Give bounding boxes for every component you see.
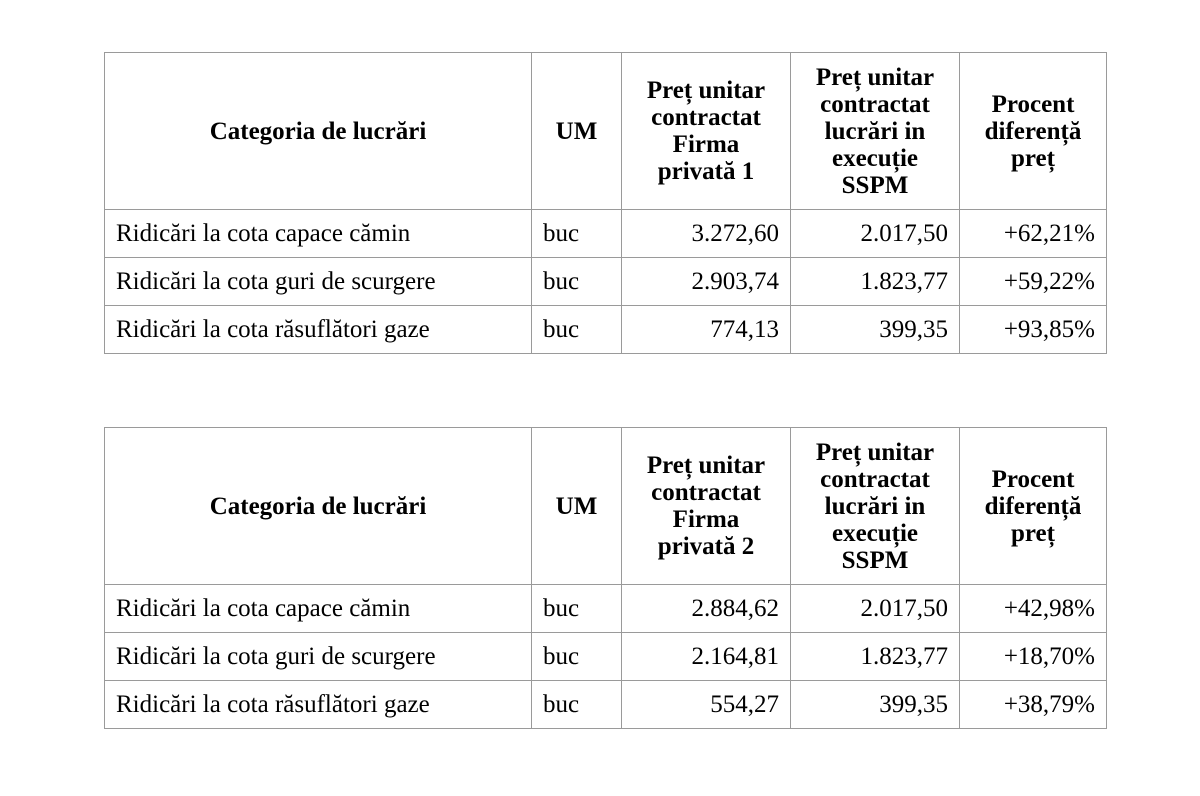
table-row: [105, 681, 1107, 729]
header-line: lucrări in: [824, 492, 926, 520]
cell-category: Ridicări la cota răsuflători gaze: [105, 306, 532, 354]
cell-um: buc: [532, 210, 622, 258]
cell-um: buc: [532, 306, 622, 354]
cell-um: buc: [532, 585, 622, 633]
cell-category: Ridicări la cota guri de scurgere: [105, 633, 532, 681]
cell-um: buc: [532, 681, 622, 729]
cell-um: buc: [532, 258, 622, 306]
header-um: UM: [532, 428, 622, 585]
cell-price-private: 2.903,74: [622, 258, 791, 306]
table-row: [105, 585, 1107, 633]
header-line: preț: [1011, 519, 1055, 547]
header-line: privată 2: [657, 533, 755, 560]
table-row: [105, 210, 1107, 258]
cell-percent: +42,98%: [960, 585, 1107, 633]
cell-price-private: 774,13: [622, 306, 791, 354]
header-line: Firma: [672, 506, 740, 533]
header-percent: [960, 428, 1107, 585]
cell-percent: +18,70%: [960, 633, 1107, 681]
header-line: Firma: [672, 131, 740, 158]
table-header-row: [105, 53, 1107, 210]
cell-category: Ridicări la cota capace cămin: [105, 210, 532, 258]
header-line: diferență: [984, 117, 1082, 145]
cell-percent: +38,79%: [960, 681, 1107, 729]
cell-price-private: 2.884,62: [622, 585, 791, 633]
cell-price-sspm: 1.823,77: [791, 258, 960, 306]
cell-price-private: 3.272,60: [622, 210, 791, 258]
header-line: contractat: [820, 90, 930, 118]
header-line: contractat: [820, 465, 930, 493]
header-price-private: [622, 428, 791, 585]
header-line: SSPM: [841, 546, 909, 574]
header-price-sspm: [791, 53, 960, 210]
header-um: UM: [532, 53, 622, 210]
cell-price-private: 2.164,81: [622, 633, 791, 681]
cell-category: Ridicări la cota guri de scurgere: [105, 258, 532, 306]
header-line: contractat: [651, 104, 761, 131]
table-header-row: [105, 428, 1107, 585]
table-row: [105, 306, 1107, 354]
header-price-private: [622, 53, 791, 210]
cell-percent: +59,22%: [960, 258, 1107, 306]
header-line: Preț unitar: [815, 438, 935, 466]
header-line: Procent: [991, 90, 1075, 118]
header-line: Procent: [991, 465, 1075, 493]
cell-price-private: 554,27: [622, 681, 791, 729]
cell-price-sspm: 2.017,50: [791, 585, 960, 633]
cell-price-sspm: 399,35: [791, 681, 960, 729]
header-line: privată 1: [657, 158, 755, 185]
header-line: contractat: [651, 479, 761, 506]
cell-percent: +62,21%: [960, 210, 1107, 258]
header-line: Preț unitar: [646, 77, 766, 104]
header-line: SSPM: [841, 171, 909, 199]
cell-percent: +93,85%: [960, 306, 1107, 354]
header-line: diferență: [984, 492, 1082, 520]
table-row: [105, 258, 1107, 306]
header-price-sspm: [791, 428, 960, 585]
table-row: [105, 633, 1107, 681]
header-percent: [960, 53, 1107, 210]
cell-price-sspm: 2.017,50: [791, 210, 960, 258]
cell-category: Ridicări la cota capace cămin: [105, 585, 532, 633]
header-line: preț: [1011, 144, 1055, 172]
price-comparison-table-2: [104, 427, 1107, 729]
header-category: Categoria de lucrări: [105, 53, 532, 210]
header-line: Preț unitar: [646, 452, 766, 479]
cell-price-sspm: 399,35: [791, 306, 960, 354]
price-comparison-table-1: [104, 52, 1107, 354]
header-line: Preț unitar: [815, 63, 935, 91]
header-category: Categoria de lucrări: [105, 428, 532, 585]
cell-category: Ridicări la cota răsuflători gaze: [105, 681, 532, 729]
cell-um: buc: [532, 633, 622, 681]
header-line: lucrări in: [824, 117, 926, 145]
header-line: execuție: [831, 144, 919, 172]
header-line: execuție: [831, 519, 919, 547]
cell-price-sspm: 1.823,77: [791, 633, 960, 681]
